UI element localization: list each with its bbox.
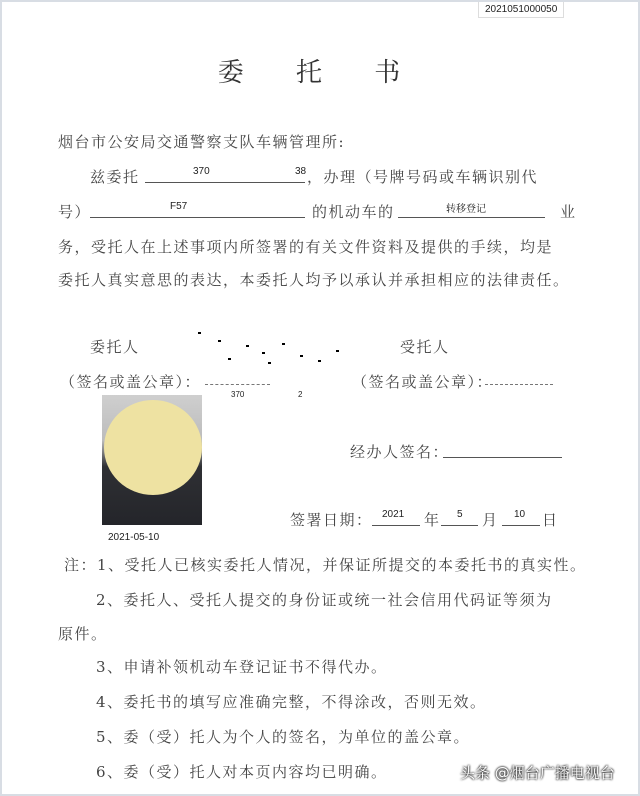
note: 2、委托人、受托人提交的身份证或统一社会信用代码证等须为: [96, 591, 553, 609]
agent-signature-line: [485, 383, 553, 385]
addressee: 烟台市公安局交通警察支队车辆管理所:: [58, 133, 346, 151]
watermark: 头条 @烟台广播电视台: [460, 764, 615, 782]
sign-hint: （签名或盖公章）：: [352, 373, 494, 391]
year: 2021: [382, 509, 405, 520]
note: 4、委托书的填写应准确完整，不得涂改，否则无效。: [96, 693, 487, 711]
business-type: 转移登记: [446, 204, 486, 215]
note: 原件。: [58, 625, 108, 643]
principal-signature-line: [205, 383, 270, 385]
body-text: 委托人真实意思的表达，本委托人均予以承认并承担相应的法律责任。: [58, 271, 570, 289]
principal-id-end: 2: [298, 390, 303, 399]
delegate-id-field: [145, 166, 305, 183]
year-unit: 年: [424, 511, 441, 529]
principal-photo: [102, 395, 202, 525]
plate-number: F57: [170, 201, 188, 212]
day: 10: [514, 509, 526, 520]
note: 5、委（受）托人为个人的签名，为单位的盖公章。: [96, 728, 471, 746]
month: 5: [457, 509, 463, 520]
photo-date: 2021-05-10: [108, 532, 160, 543]
handler-signature-line: [443, 441, 562, 458]
month-unit: 月: [482, 511, 499, 529]
delegate-id-end: 38: [295, 166, 307, 177]
body-text: 号）: [58, 203, 92, 221]
sign-hint: （签名或盖公章）：: [60, 373, 202, 391]
note: 6、委（受）托人对本页内容均已明确。: [96, 763, 388, 781]
agent-label: 受托人: [400, 338, 450, 356]
document-title: 委 托 书: [217, 58, 423, 88]
principal-id-start: 370: [231, 390, 245, 399]
body-text: 的机动车的: [312, 203, 395, 221]
plate-field: [90, 201, 305, 218]
note: 3、申请补领机动车登记证书不得代办。: [96, 658, 388, 676]
document-code: 2021051000050: [478, 2, 564, 18]
day-unit: 日: [542, 511, 559, 529]
body-text: 兹委托: [90, 168, 140, 186]
delegate-id-start: 370: [193, 166, 210, 177]
note: 注：1、受托人已核实委托人情况，并保证所提交的本委托书的真实性。: [64, 556, 587, 574]
principal-label: 委托人: [90, 338, 140, 356]
body-text: 业: [560, 203, 577, 221]
body-text: 务，受托人在上述事项内所签署的有关文件资料及提供的手续，均是: [58, 238, 554, 256]
face-blur: [104, 400, 202, 495]
date-label: 签署日期：: [290, 511, 373, 529]
body-text: ，办理（号牌号码或车辆识别代: [307, 168, 539, 186]
handler-label: 经办人签名：: [350, 443, 450, 461]
